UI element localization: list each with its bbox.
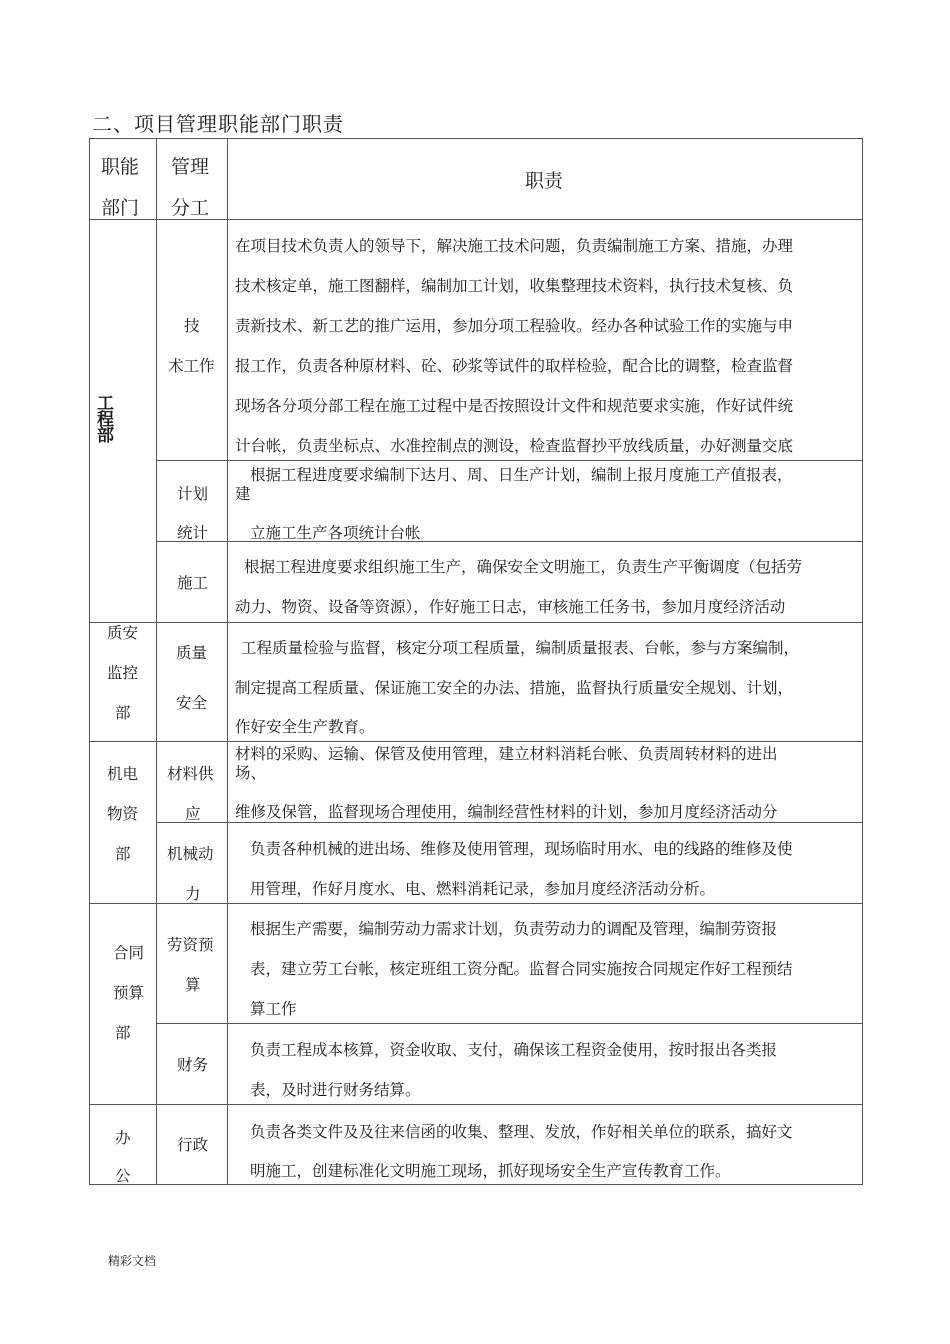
division-administration: 行政 — [177, 1136, 209, 1154]
duty-line: 表，建立劳工台帐，核定班组工资分配。监督合同实施按合同规定作好工程预结 — [250, 960, 793, 978]
table-rule — [89, 1104, 862, 1105]
duty-line: 现场各分项分部工程在施工过程中是否按照设计文件和规范要求实施，作好试件统 — [235, 397, 794, 415]
division-construction: 施工 — [177, 574, 209, 592]
duty-line: 场、 — [235, 764, 267, 782]
table-col-rule — [227, 138, 228, 1185]
division-quality: 质量 — [176, 644, 208, 662]
division-finance: 财务 — [177, 1056, 209, 1074]
duty-line: 负责各种机械的进出场、维修及使用管理，现场临时用水、电的线路的维修及使 — [250, 840, 793, 858]
duty-line: 技术核定单，施工图翻样，编制加工计划，收集整理技术资料，执行技术复核、负 — [235, 277, 794, 295]
duty-line: 根据工程进度要求组织施工生产，确保安全文明施工，负责生产平衡调度（包括劳 — [244, 558, 803, 576]
dept-mep-materials-line1: 机电 — [107, 765, 139, 783]
table-rule — [156, 822, 862, 823]
duty-line: 建 — [235, 485, 251, 503]
division-machinery-line1: 机械动 — [167, 845, 214, 863]
division-tech-line1: 技 — [184, 317, 200, 335]
table-border-left — [89, 138, 90, 1185]
duty-line: 明施工，创建标准化文明施工现场，抓好现场安全生产宣传教育工作。 — [250, 1162, 731, 1180]
duty-line: 计台帐，负责坐标点、水准控制点的测设，检查监督抄平放线质量，办好测量交底 — [235, 437, 794, 455]
header-division-line1: 管理 — [171, 156, 210, 178]
table-border-top — [89, 138, 862, 139]
division-tech-line2: 术工作 — [168, 357, 215, 375]
footer-text: 精彩文档 — [108, 1254, 157, 1268]
division-safety: 安全 — [176, 694, 208, 712]
division-plan-line1: 计划 — [177, 485, 209, 503]
header-dept-line1: 职能 — [101, 156, 140, 178]
table-col-rule — [156, 138, 157, 1185]
dept-quality-safety-line1: 质安 — [107, 624, 139, 642]
division-labor-budget-line1: 劳资预 — [167, 936, 214, 954]
duty-line: 用管理，作好月度水、电、燃料消耗记录，参加月度经济活动分析。 — [250, 880, 716, 898]
table-rule — [89, 741, 862, 742]
page-title: 二、项目管理职能部门职责 — [92, 112, 344, 136]
dept-quality-safety-line2: 监控 — [107, 664, 139, 682]
duty-line: 作好安全生产教育。 — [235, 718, 375, 736]
table-rule — [89, 903, 862, 904]
table-border-right — [862, 138, 863, 1185]
duty-line: 在项目技术负责人的领导下，解决施工技术问题，负责编制施工方案、措施，办理 — [235, 237, 794, 255]
division-plan-line2: 统计 — [177, 524, 209, 542]
duty-line: 动力、物资、设备等资源），作好施工日志，审核施工任务书，参加月度经济活动 — [235, 598, 786, 616]
dept-contract-budget-line2: 预算 — [113, 984, 145, 1002]
duty-line: 报工作，负责各种原材料、砼、砂浆等试件的取样检验，配合比的调整，检查监督 — [235, 357, 794, 375]
table-rule — [156, 460, 862, 461]
dept-mep-materials-line3: 部 — [115, 845, 131, 863]
dept-quality-safety-line3: 部 — [115, 704, 131, 722]
duty-line: 责新技术、新工艺的推广运用，参加分项工程验收。经办各种试验工作的实施与申 — [235, 317, 794, 335]
dept-contract-budget-line1: 合同 — [113, 944, 145, 962]
duty-line: 负责各类文件及及往来信函的收集、整理、发放，作好相关单位的联系，搞好文 — [250, 1123, 793, 1141]
dept-office-line1: 办 — [115, 1129, 131, 1147]
dept-engineering: 工程部 — [97, 394, 114, 446]
duty-line: 负责工程成本核算，资金收取、支付，确保该工程资金使用，按时报出各类报 — [250, 1041, 778, 1059]
duty-line: 立施工生产各项统计台帐 — [250, 524, 421, 542]
header-dept-line2: 部门 — [101, 197, 140, 219]
table-rule — [156, 1023, 862, 1024]
dept-contract-budget-line3: 部 — [115, 1024, 131, 1042]
division-material-supply-line2: 应 — [185, 805, 201, 823]
division-machinery-line2: 力 — [185, 885, 201, 903]
table-border-bottom — [89, 1184, 862, 1185]
duty-line: 根据生产需要，编制劳动力需求计划，负责劳动力的调配及管理，编制劳资报 — [250, 920, 778, 938]
division-material-supply-line1: 材料供 — [167, 765, 214, 783]
division-labor-budget-line2: 算 — [185, 976, 201, 994]
duty-line: 表，及时进行财务结算。 — [250, 1081, 421, 1099]
table-rule — [89, 622, 862, 623]
header-division-line2: 分工 — [171, 197, 210, 219]
header-duty: 职责 — [525, 170, 564, 192]
dept-mep-materials-line2: 物资 — [107, 805, 139, 823]
dept-office-line2: 公 — [115, 1167, 131, 1185]
duty-line: 算工作 — [250, 1000, 297, 1018]
duty-line: 制定提高工程质量、保证施工安全的办法、措施，监督执行质量安全规划、计划， — [235, 679, 794, 697]
duty-line: 材料的采购、运输、保管及使用管理，建立材料消耗台帐、负责周转材料的进出 — [235, 745, 778, 763]
duty-line: 工程质量检验与监督，核定分项工程质量，编制质量报表、台帐，参与方案编制， — [241, 639, 800, 657]
duty-line: 维修及保管，监督现场合理使用，编制经营性材料的计划，参加月度经济活动分 — [235, 803, 778, 821]
duty-line: 根据工程进度要求编制下达月、周、日生产计划，编制上报月度施工产值报表， — [250, 466, 793, 484]
